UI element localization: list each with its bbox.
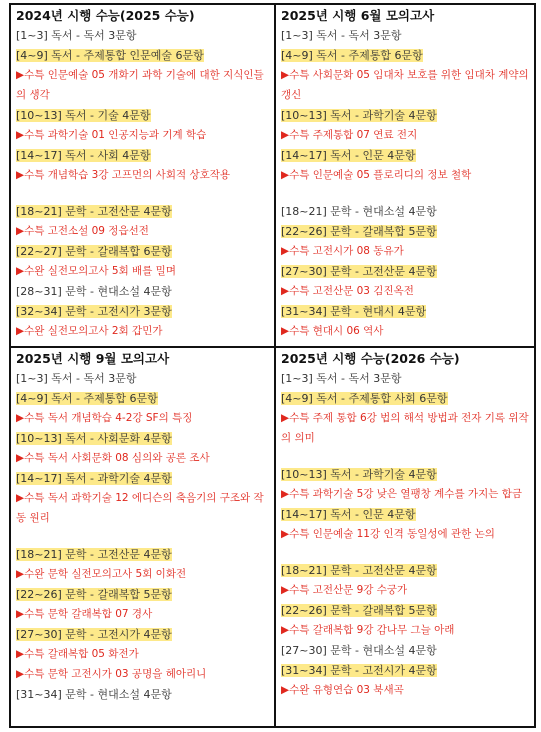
section-item: [28~31] 문학 - 현대소설 4문항 [16, 285, 172, 298]
section-item: [22~26] 문학 - 갈래복합 5문항 [281, 225, 437, 238]
cell-title: 2025년 시행 수능(2026 수능) [281, 351, 460, 366]
cell-2026-suneung [276, 348, 534, 726]
source-note: ▶수특 고전산문 03 김진옥전 [281, 285, 414, 297]
section-item: [1~3] 독서 - 독서 3문항 [281, 372, 402, 385]
section-item: [14~17] 독서 - 사회 4문항 [16, 149, 151, 162]
section-item: [31~34] 문학 - 고전시가 4문항 [281, 664, 437, 677]
section-item: [14~17] 독서 - 인문 4문항 [281, 149, 416, 162]
section-item: [4~9] 독서 - 주제통합 인문예술 6문항 [16, 49, 204, 62]
section-item: [18~21] 문학 - 고전산문 4문항 [281, 564, 437, 577]
section-item: [10~13] 독서 - 과학기술 4문항 [281, 109, 437, 122]
section-item: [27~30] 문학 - 고전시가 4문항 [16, 628, 172, 641]
source-note: ▶수완 유형연습 03 북새곡 [281, 684, 404, 696]
cell-title: 2024년 시행 수능(2025 수능) [16, 8, 195, 23]
section-item: [4~9] 독서 - 주제통합 6문항 [281, 49, 423, 62]
source-note: ▶수완 실전모의고사 5회 배를 밀며 [16, 265, 176, 277]
section-item: [22~27] 문학 - 갈래복합 6문항 [16, 245, 172, 258]
source-note: ▶수특 인문예술 05 플로리디의 정보 철학 [281, 169, 472, 181]
cell-2025-suneung [11, 5, 274, 346]
source-note: ▶수특 고전소설 09 정읍선전 [16, 225, 149, 237]
source-note: ▶수특 독서 사회문화 08 심의와 공론 조사 [16, 452, 210, 464]
source-note: ▶수특 개념학습 3강 고프먼의 사회적 상호작용 [16, 169, 231, 181]
exam-table [9, 3, 536, 728]
source-note: ▶수특 갈래복합 05 화전가 [16, 648, 139, 660]
source-note: ▶수완 실전모의고사 2회 갑민가 [16, 325, 163, 337]
source-note: ▶수특 과학기술 01 인공지능과 기계 학습 [16, 129, 207, 141]
source-note: ▶수특 주제통합 07 연료 전지 [281, 129, 418, 141]
cell-2025-june-mock [276, 5, 534, 346]
cell-2025-september-mock [11, 348, 274, 726]
source-note: ▶수특 인문예술 11강 인격 동일성에 관한 논의 [281, 528, 495, 540]
source-note: ▶수특 독서 개념학습 4-2강 SF의 특징 [16, 412, 193, 424]
source-note: ▶수특 갈래복합 9강 감나무 그늘 아래 [281, 624, 455, 636]
section-item: [14~17] 독서 - 과학기술 4문항 [16, 472, 172, 485]
section-item: [4~9] 독서 - 주제통합 6문항 [16, 392, 158, 405]
section-item: [32~34] 문학 - 고전시가 3문항 [16, 305, 172, 318]
section-item: [10~13] 독서 - 사회문화 4문항 [16, 432, 172, 445]
section-item: [31~34] 문학 - 현대시 4문항 [281, 305, 427, 318]
source-note: ▶수특 독서 과학기술 12 에디슨의 축음기의 구조와 작동 원리 [16, 492, 264, 524]
section-item: [27~30] 문학 - 고전산문 4문항 [281, 265, 437, 278]
section-item: [31~34] 문학 - 현대소설 4문항 [16, 688, 172, 701]
source-note: ▶수특 문학 갈래복합 07 경사 [16, 608, 153, 620]
section-item: [10~13] 독서 - 기술 4문항 [16, 109, 151, 122]
section-item: [22~26] 문학 - 갈래복합 5문항 [16, 588, 172, 601]
section-item: [18~21] 문학 - 현대소설 4문항 [281, 205, 437, 218]
source-note: ▶수특 과학기술 5강 낮은 열팽창 계수를 가지는 합금 [281, 488, 522, 500]
section-item: [4~9] 독서 - 주제통합 사회 6문항 [281, 392, 448, 405]
source-note: ▶수특 고전시가 08 동유가 [281, 245, 404, 257]
source-note: ▶수완 문학 실전모의고사 5회 이화전 [16, 568, 187, 580]
source-note: ▶수특 주제 통합 6강 법의 해석 방법과 전자 기록 위작의 의미 [281, 412, 529, 444]
source-note: ▶수특 문학 고전시가 03 공명을 헤아리니 [16, 668, 207, 680]
cell-title: 2025년 시행 9월 모의고사 [16, 351, 170, 366]
section-item: [14~17] 독서 - 인문 4문항 [281, 508, 416, 521]
source-note: ▶수특 고전산문 9강 수궁가 [281, 584, 408, 596]
section-item: [18~21] 문학 - 고전산문 4문항 [16, 548, 172, 561]
source-note: ▶수특 인문예술 05 개화기 과학 기술에 대한 지식인들의 생각 [16, 69, 264, 101]
section-item: [10~13] 독서 - 과학기술 4문항 [281, 468, 437, 481]
section-item: [1~3] 독서 - 독서 3문항 [16, 29, 137, 42]
cell-title: 2025년 시행 6월 모의고사 [281, 8, 435, 23]
source-note: ▶수특 현대시 06 역사 [281, 325, 384, 337]
source-note: ▶수특 사회문화 05 임대차 보호를 위한 임대차 계약의 갱신 [281, 69, 529, 101]
section-item: [18~21] 문학 - 고전산문 4문항 [16, 205, 172, 218]
section-item: [22~26] 문학 - 갈래복합 5문항 [281, 604, 437, 617]
section-item: [1~3] 독서 - 독서 3문항 [281, 29, 402, 42]
section-item: [1~3] 독서 - 독서 3문항 [16, 372, 137, 385]
section-item: [27~30] 문학 - 현대소설 4문항 [281, 644, 437, 657]
